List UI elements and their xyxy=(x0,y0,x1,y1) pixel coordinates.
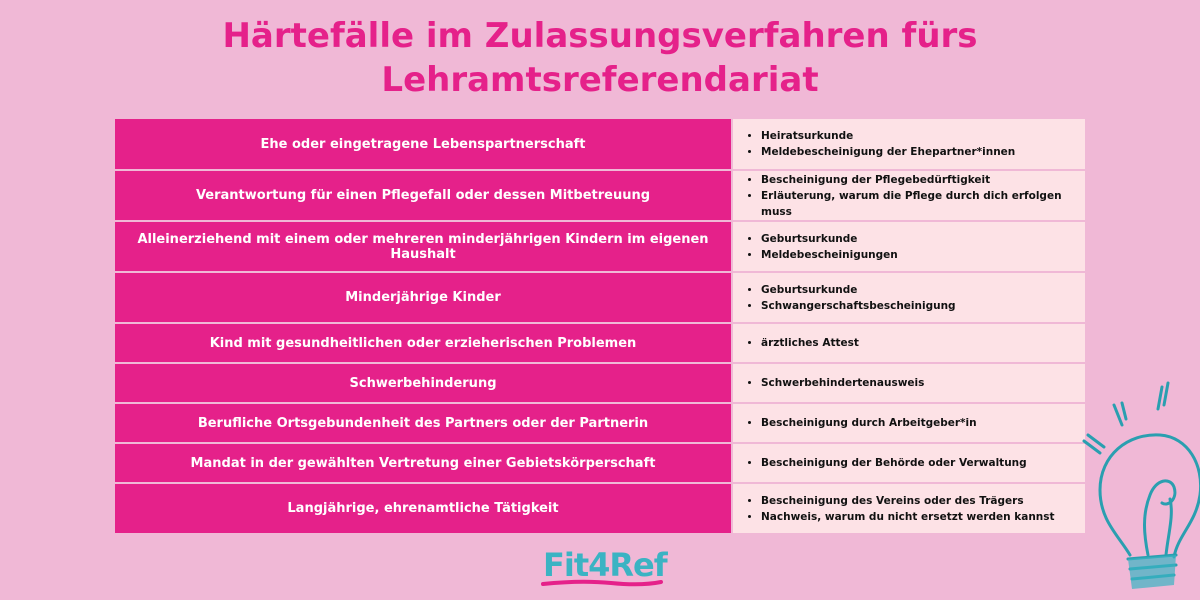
required-documents-cell xyxy=(733,404,1085,442)
hardship-case-cell: Alleinerziehend mit einem oder mehreren minderjährigen Kindern im eigenen Haushalt xyxy=(115,222,731,271)
fit4ref-logo xyxy=(543,545,667,593)
document-item: • Geburtsurkunde xyxy=(761,282,956,298)
hardship-case-cell: Langjährige, ehrenamtliche Tätigkeit xyxy=(115,484,731,533)
hardship-case-cell: Minderjährige Kinder xyxy=(115,273,731,322)
lightbulb-icon xyxy=(1070,375,1200,600)
document-item: • Bescheinigung durch Arbeitgeber*in xyxy=(761,415,977,431)
required-documents-cell xyxy=(733,324,1085,362)
hardship-case-cell: Verantwortung für einen Pflegefall oder dessen Mitbetreuung xyxy=(115,171,731,220)
documents-list xyxy=(747,231,898,263)
document-item: • ärztliches Attest xyxy=(761,335,859,351)
table-row xyxy=(115,119,1085,169)
hardship-table xyxy=(115,119,1085,535)
table-row xyxy=(115,484,1085,533)
documents-list xyxy=(747,335,859,351)
required-documents-cell xyxy=(733,222,1085,271)
document-item: • Bescheinigung des Vereins oder des Trägers xyxy=(761,493,1055,509)
documents-list xyxy=(747,282,956,314)
required-documents-cell xyxy=(733,119,1085,169)
table-row xyxy=(115,273,1085,322)
documents-list xyxy=(747,455,1027,471)
hardship-case-cell: Kind mit gesundheitlichen oder erzieherischen Problemen xyxy=(115,324,731,362)
page-title xyxy=(0,14,1200,102)
table-row xyxy=(115,171,1085,220)
documents-list xyxy=(747,375,924,391)
table-row xyxy=(115,222,1085,271)
required-documents-cell xyxy=(733,444,1085,482)
document-item: • Erläuterung, warum die Pflege durch dich erfolgen muss xyxy=(761,188,1075,220)
page-title-line-2: Lehramtsreferendariat xyxy=(381,60,819,100)
hardship-case-cell: Ehe oder eingetragene Lebenspartnerschaft xyxy=(115,119,731,169)
required-documents-cell xyxy=(733,171,1085,220)
document-item: • Schwerbehindertenausweis xyxy=(761,375,924,391)
document-item: • Bescheinigung der Behörde oder Verwaltung xyxy=(761,455,1027,471)
document-item: • Nachweis, warum du nicht ersetzt werden kannst xyxy=(761,509,1055,525)
document-item: • Schwangerschaftsbescheinigung xyxy=(761,298,956,314)
documents-list xyxy=(747,128,1015,160)
document-item: • Bescheinigung der Pflegebedürftigkeit xyxy=(761,172,1075,188)
logo-underline xyxy=(541,579,663,587)
table-row xyxy=(115,444,1085,482)
table-row xyxy=(115,364,1085,402)
document-item: • Meldebescheinigungen xyxy=(761,247,898,263)
document-item: • Meldebescheinigung der Ehepartner*innen xyxy=(761,144,1015,160)
required-documents-cell xyxy=(733,484,1085,533)
page-title-line-1: Härtefälle im Zulassungsverfahren fürs xyxy=(222,16,978,56)
documents-list xyxy=(747,415,977,431)
document-item: • Heiratsurkunde xyxy=(761,128,1015,144)
hardship-case-cell: Mandat in der gewählten Vertretung einer Gebietskörperschaft xyxy=(115,444,731,482)
document-item: • Geburtsurkunde xyxy=(761,231,898,247)
logo-text: Fit4Ref xyxy=(543,546,667,584)
required-documents-cell xyxy=(733,273,1085,322)
documents-list xyxy=(747,493,1055,525)
hardship-case-cell: Schwerbehinderung xyxy=(115,364,731,402)
required-documents-cell xyxy=(733,364,1085,402)
table-row xyxy=(115,404,1085,442)
table-row xyxy=(115,324,1085,362)
hardship-case-cell: Berufliche Ortsgebundenheit des Partners oder der Partnerin xyxy=(115,404,731,442)
documents-list xyxy=(747,172,1075,220)
